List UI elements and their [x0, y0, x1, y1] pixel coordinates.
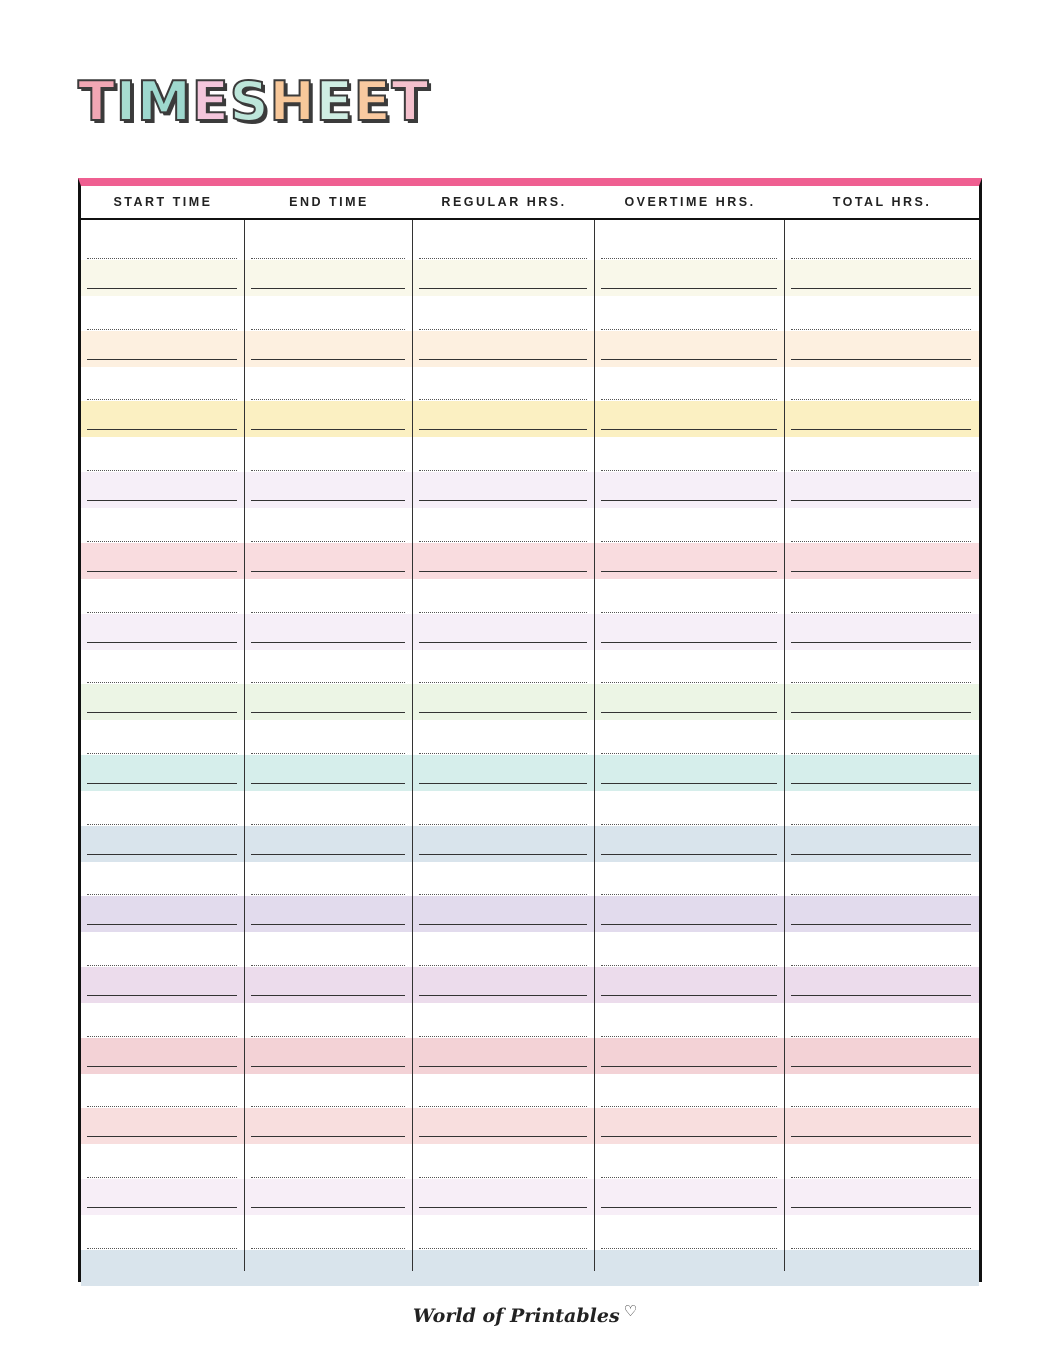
entry-line-dotted[interactable] [601, 1248, 777, 1249]
entry-line-dotted[interactable] [791, 894, 971, 895]
brand-name: World of Printables [412, 1305, 620, 1327]
entry-line[interactable] [601, 924, 777, 925]
row-band [81, 1038, 979, 1074]
entry-line-dotted[interactable] [87, 612, 237, 613]
entry-line[interactable] [419, 359, 587, 360]
title-letter: E [315, 70, 354, 133]
timesheet-table [78, 178, 982, 1282]
entry-line-dotted[interactable] [601, 824, 777, 825]
entry-line-dotted[interactable] [251, 1036, 405, 1037]
entry-line-dotted[interactable] [87, 329, 237, 330]
entry-line[interactable] [601, 783, 777, 784]
entry-line[interactable] [419, 1066, 587, 1067]
entry-line[interactable] [251, 924, 405, 925]
entry-line[interactable] [791, 1136, 971, 1137]
entry-line[interactable] [791, 1066, 971, 1067]
entry-line-dotted[interactable] [251, 1248, 405, 1249]
entry-line[interactable] [251, 288, 405, 289]
title-letter: M [136, 70, 192, 133]
entry-line-dotted[interactable] [87, 1106, 237, 1107]
entry-line[interactable] [87, 854, 237, 855]
row-band [81, 1108, 979, 1144]
entry-line-dotted[interactable] [251, 1106, 405, 1107]
row-band [81, 967, 979, 1003]
entry-line[interactable] [87, 712, 237, 713]
entry-line-dotted[interactable] [251, 894, 405, 895]
row-band [81, 1250, 979, 1286]
entry-line[interactable] [419, 995, 587, 996]
entry-line[interactable] [251, 854, 405, 855]
title-letter: I [115, 70, 137, 133]
entry-line-dotted[interactable] [791, 965, 971, 966]
entry-line-dotted[interactable] [791, 824, 971, 825]
entry-line[interactable] [87, 571, 237, 572]
entry-line-dotted[interactable] [791, 329, 971, 330]
entry-line-dotted[interactable] [791, 258, 971, 259]
entry-line[interactable] [87, 1136, 237, 1137]
entry-line-dotted[interactable] [419, 753, 587, 754]
entry-line-dotted[interactable] [601, 894, 777, 895]
entry-line[interactable] [791, 854, 971, 855]
entry-line-dotted[interactable] [251, 682, 405, 683]
entry-line[interactable] [601, 642, 777, 643]
entry-line[interactable] [791, 924, 971, 925]
entry-line-dotted[interactable] [419, 1036, 587, 1037]
row-band [81, 401, 979, 437]
entry-line-dotted[interactable] [251, 258, 405, 259]
entry-line-dotted[interactable] [87, 541, 237, 542]
entry-line[interactable] [419, 854, 587, 855]
entry-line-dotted[interactable] [419, 470, 587, 471]
row-band [81, 260, 979, 296]
entry-line[interactable] [419, 924, 587, 925]
title-letter: E [191, 70, 230, 133]
entry-line[interactable] [601, 854, 777, 855]
entry-line[interactable] [601, 1136, 777, 1137]
entry-line-dotted[interactable] [601, 399, 777, 400]
column-header: START TIME [113, 195, 213, 209]
entry-line[interactable] [87, 1207, 237, 1208]
entry-line[interactable] [791, 571, 971, 572]
entry-line-dotted[interactable] [251, 399, 405, 400]
title-letter: S [229, 70, 270, 133]
entry-line-dotted[interactable] [87, 1248, 237, 1249]
brand-logo [0, 1302, 1050, 1327]
column-header: REGULAR HRS. [441, 195, 567, 209]
entry-line[interactable] [791, 500, 971, 501]
entry-line-dotted[interactable] [419, 1106, 587, 1107]
entry-line-dotted[interactable] [601, 1177, 777, 1178]
entry-line-dotted[interactable] [601, 612, 777, 613]
entry-line[interactable] [251, 1136, 405, 1137]
entry-line[interactable] [419, 712, 587, 713]
entry-line-dotted[interactable] [87, 753, 237, 754]
entry-line-dotted[interactable] [601, 682, 777, 683]
entry-line[interactable] [251, 571, 405, 572]
entry-line-dotted[interactable] [601, 329, 777, 330]
column-divider [594, 220, 595, 1271]
entry-line-dotted[interactable] [791, 1106, 971, 1107]
entry-line[interactable] [601, 1066, 777, 1067]
column-divider [412, 220, 413, 1271]
entry-line-dotted[interactable] [87, 1177, 237, 1178]
entry-line[interactable] [87, 783, 237, 784]
entry-line[interactable] [601, 500, 777, 501]
entry-line-dotted[interactable] [601, 965, 777, 966]
row-band [81, 684, 979, 720]
entry-line[interactable] [87, 924, 237, 925]
entry-line[interactable] [419, 500, 587, 501]
entry-line-dotted[interactable] [601, 753, 777, 754]
entry-line[interactable] [251, 359, 405, 360]
entry-line[interactable] [251, 783, 405, 784]
entry-line[interactable] [791, 429, 971, 430]
entry-line[interactable] [601, 429, 777, 430]
entry-line[interactable] [419, 429, 587, 430]
entry-line[interactable] [251, 712, 405, 713]
entry-line[interactable] [791, 642, 971, 643]
column-divider [784, 220, 785, 1271]
entry-line-dotted[interactable] [601, 541, 777, 542]
entry-line[interactable] [251, 429, 405, 430]
entry-line-dotted[interactable] [87, 470, 237, 471]
entry-line[interactable] [419, 783, 587, 784]
entry-line-dotted[interactable] [601, 470, 777, 471]
title-letter: H [269, 70, 316, 133]
title-letter: T [78, 70, 116, 133]
page-title [78, 72, 429, 132]
entry-line-dotted[interactable] [791, 399, 971, 400]
entry-line-dotted[interactable] [791, 1177, 971, 1178]
entry-line[interactable] [419, 571, 587, 572]
entry-line[interactable] [601, 712, 777, 713]
table-header [81, 186, 979, 220]
entry-line[interactable] [791, 712, 971, 713]
entry-line-dotted[interactable] [251, 470, 405, 471]
entry-line[interactable] [601, 1207, 777, 1208]
entry-line[interactable] [87, 1066, 237, 1067]
entry-line-dotted[interactable] [791, 612, 971, 613]
entry-line[interactable] [87, 500, 237, 501]
entry-line-dotted[interactable] [87, 399, 237, 400]
row-band [81, 755, 979, 791]
entry-line-dotted[interactable] [601, 1106, 777, 1107]
entry-line-dotted[interactable] [251, 329, 405, 330]
heart-icon: ♡ [623, 1302, 638, 1320]
entry-line-dotted[interactable] [251, 541, 405, 542]
entry-line-dotted[interactable] [791, 541, 971, 542]
entry-line-dotted[interactable] [791, 1036, 971, 1037]
entry-line-dotted[interactable] [419, 894, 587, 895]
row-band [81, 614, 979, 650]
entry-line-dotted[interactable] [87, 894, 237, 895]
entry-line-dotted[interactable] [251, 612, 405, 613]
row-band [81, 826, 979, 862]
entry-line[interactable] [791, 1207, 971, 1208]
entry-line-dotted[interactable] [87, 682, 237, 683]
row-band [81, 331, 979, 367]
row-band [81, 472, 979, 508]
column-divider [244, 220, 245, 1271]
column-header: TOTAL HRS. [832, 195, 932, 209]
entry-line[interactable] [419, 642, 587, 643]
entry-line-dotted[interactable] [791, 682, 971, 683]
entry-line-dotted[interactable] [791, 470, 971, 471]
entry-line[interactable] [251, 1066, 405, 1067]
entry-line-dotted[interactable] [601, 258, 777, 259]
entry-line-dotted[interactable] [419, 682, 587, 683]
entry-line[interactable] [251, 642, 405, 643]
row-band [81, 1179, 979, 1215]
entry-line[interactable] [87, 642, 237, 643]
title-letter: T [391, 70, 430, 133]
entry-line[interactable] [251, 500, 405, 501]
entry-line[interactable] [87, 288, 237, 289]
row-band [81, 543, 979, 579]
title-letter: E [353, 70, 392, 133]
entry-line[interactable] [601, 288, 777, 289]
entry-line-dotted[interactable] [87, 258, 237, 259]
entry-line-dotted[interactable] [419, 541, 587, 542]
entry-line-dotted[interactable] [419, 612, 587, 613]
entry-line[interactable] [791, 783, 971, 784]
entry-line-dotted[interactable] [419, 1248, 587, 1249]
entry-line-dotted[interactable] [419, 329, 587, 330]
entry-line[interactable] [251, 1207, 405, 1208]
entry-line-dotted[interactable] [251, 824, 405, 825]
entry-line[interactable] [791, 288, 971, 289]
entry-line-dotted[interactable] [419, 824, 587, 825]
entry-line-dotted[interactable] [791, 753, 971, 754]
entry-line[interactable] [419, 1207, 587, 1208]
entry-line[interactable] [87, 995, 237, 996]
entry-line-dotted[interactable] [419, 258, 587, 259]
entry-line[interactable] [601, 571, 777, 572]
entry-line[interactable] [601, 359, 777, 360]
entry-line[interactable] [251, 995, 405, 996]
entry-line-dotted[interactable] [419, 965, 587, 966]
entry-line-dotted[interactable] [419, 1177, 587, 1178]
entry-line-dotted[interactable] [419, 399, 587, 400]
entry-line[interactable] [791, 359, 971, 360]
entry-line-dotted[interactable] [251, 965, 405, 966]
row-band [81, 896, 979, 932]
entry-line-dotted[interactable] [251, 1177, 405, 1178]
entry-line-dotted[interactable] [601, 1036, 777, 1037]
entry-line[interactable] [87, 359, 237, 360]
entry-line[interactable] [87, 429, 237, 430]
entry-line-dotted[interactable] [87, 1036, 237, 1037]
entry-line[interactable] [419, 288, 587, 289]
entry-line[interactable] [419, 1136, 587, 1137]
entry-line-dotted[interactable] [251, 753, 405, 754]
column-header: END TIME [289, 195, 369, 209]
entry-line-dotted[interactable] [87, 965, 237, 966]
entry-line[interactable] [791, 995, 971, 996]
entry-line[interactable] [601, 995, 777, 996]
entry-line-dotted[interactable] [791, 1248, 971, 1249]
entry-line-dotted[interactable] [87, 824, 237, 825]
column-header: OVERTIME HRS. [624, 195, 756, 209]
